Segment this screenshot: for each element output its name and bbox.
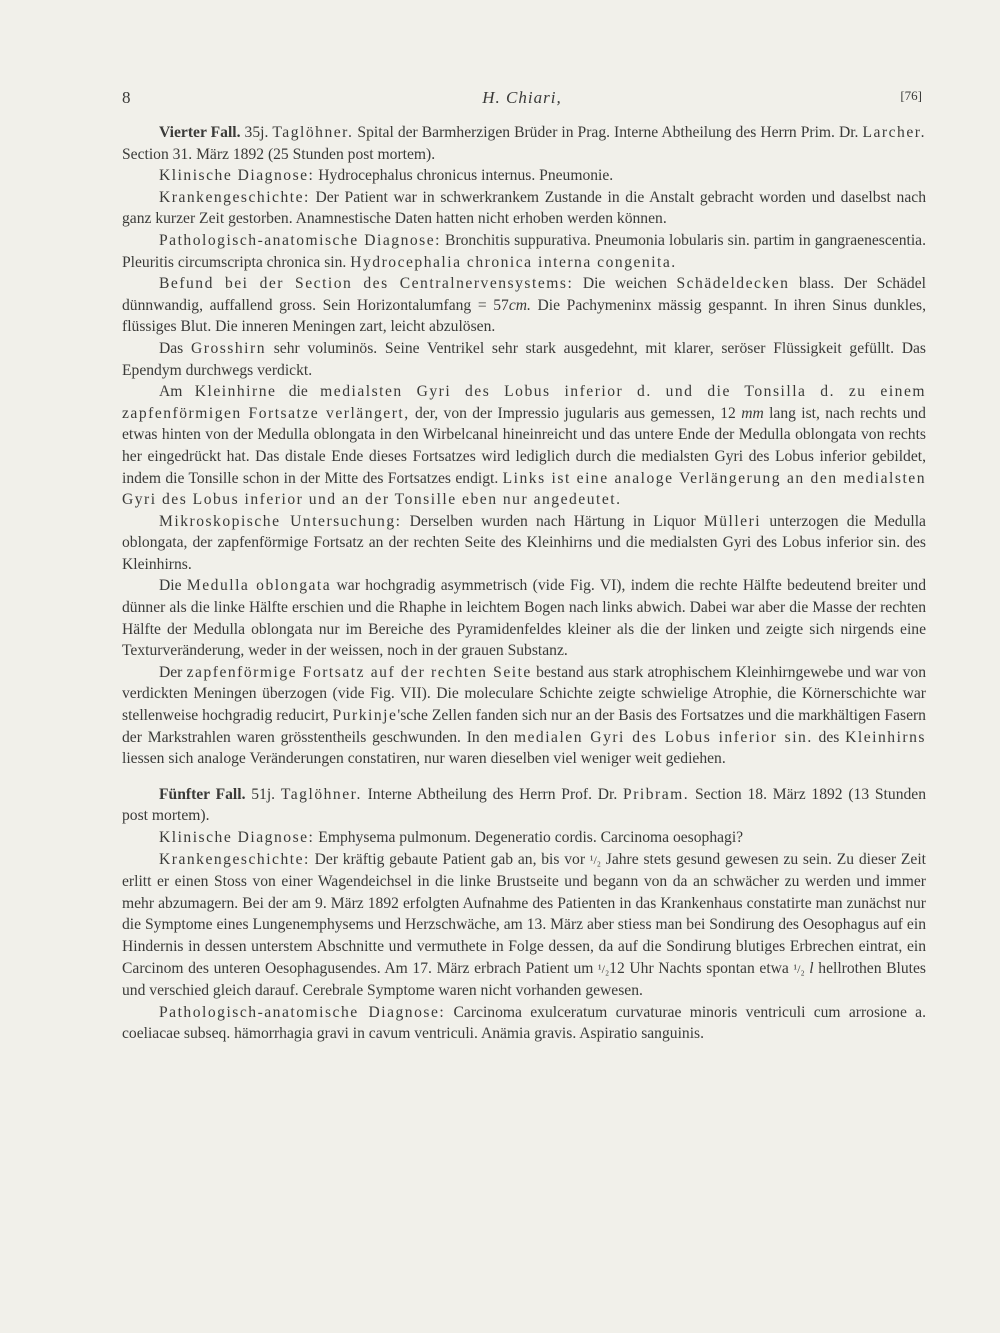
text: Kleinhirns [845,728,926,746]
case4-clinical-diagnosis [122,165,926,187]
case5-clinical-diagnosis [122,827,926,849]
text: des [812,728,846,746]
text: Schädeldecken [676,275,790,293]
text: Pathologisch-anatomische Diagnose: [159,1003,446,1021]
case4-pathological-diagnosis [122,230,926,273]
text: Die weichen [573,275,677,293]
text: 'sche Zellen fanden sich nur an der Basis des Fortsatzes und die markhältigen Fasern der Markstrahlen waren grösstentheils geschwunden. In den [122,707,926,746]
text: Der Patient war in schwerkrankem Zustande in die Anstalt gebracht worden und daselbst nach ganz kurzer Zeit gestorben. Anamnestische Daten hatten nicht erhoben werden können. [122,188,926,228]
text: Krankengeschichte: [159,850,310,868]
text: Am [159,383,195,401]
text: Klinische Diagnose: [159,167,315,185]
text: zapfenförmige Fortsatz auf der rechten Seite [186,663,532,681]
text: Mikroskopische Untersuchung: [159,512,402,530]
text: Die Pachymeninx mässig gespannt. In ihren Sinus dunkles, flüssiges Blut. Die inneren Meningen zart, leicht abzulösen. [122,296,926,336]
text: mm [741,404,764,422]
text: Das [159,339,191,357]
text: Der kräftig gebaute Patient gab an, bis vor [309,850,590,868]
text: Links ist eine analoge Verlängerung an den medialsten Gyri des Lobus inferior und an der Tonsille eben nur angedeutet. [122,469,926,509]
text: Purkinje [332,707,398,725]
body-text [122,122,926,1045]
text: ¹/₂ [793,961,805,976]
text: medialsten Gyri des Lobus inferior d. und die Tonsilla d. zu einem zapfenförmigen Fortsatze verlängert, [122,383,926,422]
case4-microscopy [122,511,926,576]
text: ¹/₂ [589,852,601,867]
running-header [122,88,922,112]
text: Hydrocephalus chronicus internus. Pneumonie. [314,167,614,185]
text: lang ist, nach rechts und etwas hinten von der Medulla oblongata in den Wirbelcanal hineinreicht und das untere Ende der Medulla oblongata von rechts her eingedrückt hat. Das distale Ende dieses Fortsatzes wird lediglich durch die medialsten Gyri des Lobus inferior gebildet, indem die Tonsille schon in der Mitte des Fortsatzes endigt. [122,404,926,487]
case4-cerebrum [122,338,926,381]
text: 12 Uhr Nachts spontan etwa [609,959,794,977]
text: Bronchitis suppurativa. Pneumonia lobularis sin. partim in gangraenescentia. Pleuritis circumscripta chronica sin. [122,231,926,271]
text: Spital der Barmherzigen Brüder in Prag. Interne Abtheilung des Herrn Prim. Dr. [353,124,863,141]
case4-medulla [122,575,926,661]
case4-cerebellum [122,381,926,511]
text: Befund bei der Section des Centralnervensystems: [159,275,574,293]
text: liessen sich analoge Veränderungen constatiren, nur waren dieselben viel weniger weit gediehen. [122,750,726,768]
case4-section-findings [122,273,926,338]
text: Krankengeschichte: [159,188,310,206]
case4-heading-paragraph [122,122,926,165]
text: Medulla oblongata [186,577,332,595]
text: bestand aus stark atrophischem Kleinhirngewebe und war von verdickten Meningen überzogen (vide Fig. VII). Die moleculare Schichte zeigte schwielige Atrophie, die Körnerschichte war stellenweise hochgradig reducirt, [122,663,927,725]
text: Mülleri [703,512,762,530]
text: Kleinhirne [194,383,277,401]
page-reference: [76] [900,88,922,103]
text: hellrothen Blutes und verschied gleich darauf. Cerebrale Symptome waren nicht vorhanden gewesen. [122,959,926,1000]
text: blass. Der Schädel dünnwandig, auffallend gross. Sein Horizontalumfang = 57 [122,275,926,314]
text: medialen Gyri des Lobus inferior sin. [513,728,813,746]
text: Interne Abtheilung des Herrn Prof. Dr. [361,785,624,803]
case5-heading-paragraph [122,784,926,827]
text: ¹/₂ [598,961,610,976]
text: cm. [508,296,531,314]
case5-pathological-diagnosis [122,1002,926,1045]
case4-history [122,187,926,230]
case4-process [122,662,926,770]
page-number: 8 [122,88,131,107]
text: Carcinoma exulceratum curvaturae minoris ventriculi cum arrosione a. coeliacae subseq. hämorrhagia gravi in cavum ventriculi. Anämia gravis. Aspiratio sanguinis. [122,1003,926,1043]
text: Taglöhner. [272,124,354,141]
text: Larcher. [862,124,926,141]
text: Klinische Diagnose: [159,829,315,846]
text: Jahre stets gesund gewesen zu sein. Zu dieser Zeit erlitt er einen Stoss von einer Wagendeichsel in die linke Brustseite und begann von da an schwächer zu werden und immer mehr abzumagern. Bei der am 9. März 1892 erfolgten Aufnahme des Patienten in das Krankenhaus constatirte man zunächst nur die Symptome eines Lungenemphysems und Herzschwäche, am 13. März aber stiess man bei Sondirung des Oesophagus auf ein Hindernis in dessen unterstem Abschnitte und vermuthete in Folge dessen, da auf die Sondirung blutiges Erbrechen eintrat, ein Carcinom des unteren Oesophagusendes. Am 17. März erbrach Patient um [122,850,926,977]
text: Section 31. März 1892 (25 Stunden post mortem). [122,145,436,163]
running-title: H. Chiari, [482,88,562,107]
case5-title: Fünfter Fall. [159,785,246,803]
text: l [804,959,814,977]
text: unterzogen die Medulla oblongata, der zapfenförmige Fortsatz an der rechten Seite des Kleinhirns und die medialsten Gyri des Lobus inferior sin. des Kleinhirns. [122,512,926,573]
text: der, von der Impressio jugularis aus gemessen, 12 [409,404,742,422]
text: sehr voluminös. Seine Ventrikel sehr stark ausgedehnt, mit klarer, seröser Flüssigkeit gefüllt. Das Ependym durchwegs verdickt. [122,339,926,379]
text: Emphysema pulmonum. Degeneratio cordis. Carcinoma oesophagi? [314,829,744,846]
text: die [276,383,321,401]
case5-history [122,849,926,1002]
text: Pathologisch-anatomische Diagnose: [159,231,441,249]
case4-title: Vierter Fall. [159,124,241,141]
text: Pribram. [623,785,690,803]
text: 51j. [245,785,281,803]
text: 35j. [240,124,273,141]
text: war hochgradig asymmetrisch (vide Fig. VI), indem die rechte Hälfte bedeutend breiter und dünner als die linke Hälfte erschien und die Rhaphe in leichtem Bogen nach links abwich. Dabei war aber die Masse der rechten Hälfte der Medulla oblongata nur im Bereiche des Pyramidenfeldes kleiner als die der linken und zeigte sich nirgends eine Texturveränderung, weder in der weissen, noch in der grauen Substanz. [122,577,926,660]
text: Der [159,663,187,681]
text: Die [159,577,187,595]
text: Taglöhner. [280,785,362,803]
text: Section 18. März 1892 (13 Stunden post mortem). [122,785,927,825]
text: Derselben wurden nach Härtung in Liquor [401,512,704,530]
text: Grosshirn [190,339,266,357]
text: Hydrocephalia chronica interna congenita. [350,253,677,271]
